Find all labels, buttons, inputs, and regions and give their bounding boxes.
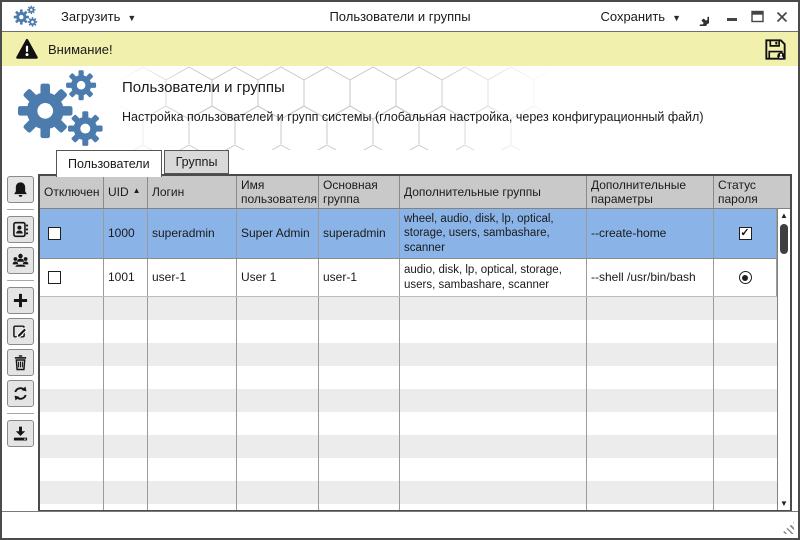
page-subtitle: Настройка пользователей и групп системы (глобальная настройка, через конфигурационный файл) [122,110,704,124]
save-dropdown-button[interactable] [600,9,681,24]
col-header-label: Имя пользователя [241,177,317,206]
window-title: Пользователи и группы [329,9,471,24]
contact-card-icon [12,221,29,238]
close-button[interactable] [774,8,790,26]
scroll-up-icon[interactable]: ▲ [780,211,788,220]
maximize-button[interactable] [749,8,765,26]
cell-login: superadmin [148,209,237,258]
table-body [40,209,777,510]
col-header-extra-params[interactable] [587,176,714,208]
notifications-bell-button[interactable] [7,176,34,203]
col-header-label: Отключен [44,184,100,199]
plus-icon [12,292,29,309]
user-card-button[interactable] [7,216,34,243]
col-header-login[interactable] [148,176,237,208]
table-row-superadmin[interactable] [40,209,777,259]
download-icon [12,425,29,442]
tab-groups[interactable] [164,150,230,174]
col-header-password-status[interactable] [714,176,790,208]
page-header [2,66,798,150]
chevron-down-icon: ▼ [672,12,681,23]
download-button[interactable] [7,420,34,447]
col-header-name[interactable] [237,176,319,208]
warning-label: Внимание! [48,41,113,57]
col-header-label: Дополнительные параметры [591,177,686,206]
toolbar-separator [7,280,34,281]
toolbar-separator [7,413,34,414]
empty-rows-area [40,297,777,510]
cell-name: Super Admin [237,209,319,258]
toolbar-separator [7,209,34,210]
scrollbar-thumb[interactable] [780,224,788,254]
vertical-scrollbar[interactable] [777,209,790,510]
col-header-uid[interactable] [104,176,148,208]
gears-logo-icon [15,68,109,155]
save-file-icon[interactable] [763,37,788,62]
refresh-button[interactable] [7,380,34,407]
col-header-primary-group[interactable] [319,176,400,208]
page-title: Пользователи и группы [122,79,285,96]
tab-users-label: Пользователи [68,157,150,171]
load-label: Загрузить [61,9,121,24]
cell-uid: 1000 [104,209,148,258]
cell-extra-params: --shell /usr/bin/bash [587,259,714,296]
edit-user-button[interactable] [7,318,34,345]
password-status-radio[interactable] [739,271,752,284]
trash-icon [12,354,29,371]
cell-primary-group: superadmin [319,209,400,258]
disabled-checkbox[interactable] [48,271,61,284]
load-dropdown-button[interactable] [61,9,136,24]
warning-bar [2,32,798,66]
app-gears-icon [13,5,39,28]
left-toolbar [7,176,34,451]
table-row-user-1[interactable] [40,259,777,297]
resize-grip[interactable] [781,522,794,534]
disabled-checkbox[interactable] [48,227,61,240]
tab-users[interactable] [56,150,162,177]
bell-icon [12,181,29,198]
col-header-extra-groups[interactable] [400,176,587,208]
warning-triangle-icon [15,38,39,60]
tab-groups-label: Групnы [175,155,218,169]
cell-extra-groups: audio, disk, lp, optical, storage, users, sambashare, scanner [400,259,587,296]
cell-uid: 1001 [104,259,148,296]
password-status-checked-checkbox[interactable] [739,227,752,240]
chevron-down-icon: ▼ [127,12,137,23]
col-header-label: Статус пароля [718,177,758,206]
scroll-down-icon[interactable]: ▼ [780,499,788,508]
delete-user-button[interactable] [7,349,34,376]
col-header-disabled[interactable] [40,176,104,208]
status-bar [2,511,798,538]
cell-login: user-1 [148,259,237,296]
title-bar [2,2,798,32]
edit-pencil-icon [12,323,29,340]
users-table [38,174,792,512]
users-group-button[interactable] [7,247,34,274]
sort-ascending-icon: ▲ [132,186,141,196]
col-header-label: Дополнительные группы [404,184,541,199]
refresh-icon [12,385,29,402]
col-header-label: UID [108,184,129,199]
minimize-button[interactable] [724,8,740,26]
cell-name: User 1 [237,259,319,296]
tab-bar [56,150,229,177]
col-header-label: Логин [152,184,185,199]
add-user-button[interactable] [7,287,34,314]
cell-extra-groups: wheel, audio, disk, lp, optical, storage, users, sambashare, scanner [400,209,587,258]
save-label: Сохранить [600,9,666,24]
cell-primary-group: user-1 [319,259,400,296]
col-header-label: Основная группа [323,177,378,206]
cell-extra-params: --create-home [587,209,714,258]
settings-gear-icon[interactable] [690,7,709,26]
table-header-row [40,176,790,209]
users-group-icon [12,252,29,269]
